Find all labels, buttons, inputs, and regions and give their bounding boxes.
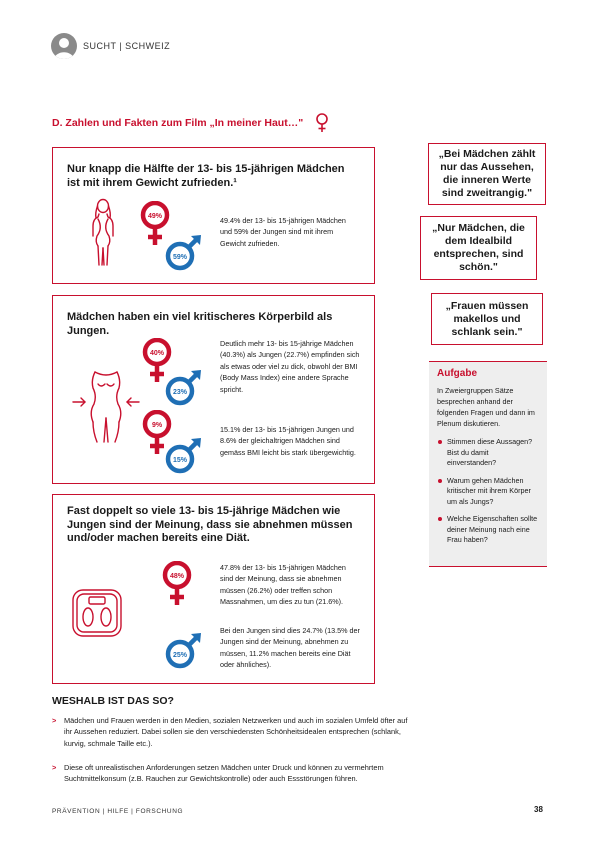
section-title-text: D. Zahlen und Fakten zum Film „In meiner Haut…" [52,117,304,129]
male-symbol-icon [165,233,205,271]
fact-text: 49.4% der 13- bis 15-jährigen Mädchen und 59% der Jungen sind mit ihrem Gewicht zufrieden. [220,216,346,248]
male-symbol-icon [165,436,205,474]
fact-box-diet [52,494,375,684]
quote-box [431,293,543,345]
boy-percentage: 15% [172,457,188,464]
list-item: Welche Eigenschaften sollte deiner Meinung nach eine Frau haben? [437,514,539,546]
logo-icon [51,33,77,59]
fact-box-weight [52,147,375,284]
fact-box-title: Nur knapp die Hälfte der 13- bis 15-jährigen Mädchen ist mit ihrem Gewicht zufrieden.¹ [67,163,345,189]
quote-text: „Nur Mädchen, die dem Idealbild entsprechen, sind schön." [432,222,525,273]
list-item: Warum gehen Mädchen kritischer mit ihrem Körper um als Jungs? [437,476,539,508]
quote-text: „Bei Mädchen zählt nur das Aussehen, die inneren Werte sind zweitrangig." [438,148,536,199]
girl-percentage: 49% [147,213,163,220]
female-symbol-icon [161,561,193,607]
arrow-icon: > [52,763,57,772]
why-item [52,762,412,785]
why-heading: WESHALB IST DAS SO? [52,695,174,707]
footer-text: PRÄVENTION | HILFE | FORSCHUNG [52,808,184,815]
quote-box [428,143,546,205]
header [51,31,170,61]
arrow-icon: > [52,716,57,725]
why-item [52,715,412,749]
girl-percentage: 9% [151,422,163,429]
org-name: SUCHT | SCHWEIZ [83,41,171,51]
fact-box-title: Mädchen haben ein viel kritischeres Körperbild als Jungen. [67,311,333,337]
girl-percentage: 40% [149,350,165,357]
why-text: Mädchen und Frauen werden in den Medien, sozialen Netzwerken und auch im sozialen Umfeld öfter auf ihr Aussehen reduziert. Dabei sollen sie den verschiedensten Schönheitsidealen entsprechen (schlank, kurvig, schmale Taille etc.). [64,716,408,748]
quote-text: „Frauen müssen makellos und schlank sein." [445,299,529,338]
boy-percentage: 59% [172,254,188,261]
why-text: Diese oft unrealistischen Anforderungen setzen Mädchen unter Druck und können zu vermehrtem Suchtmittelkonsum (z.B. Rauchen zur Gewichtskontrolle) oder auch Essstörungen führen. [64,763,384,784]
fact-text: 47.8% der 13- bis 15-jährigen Mädchen sind der Meinung, dass sie abnehmen müssen (26.2%) oder treffen schon Massnahmen, um dies zu tun (21.6%). [220,563,346,607]
body-squeeze-icon [71,366,141,446]
male-symbol-icon [165,368,205,406]
fact-box-bodyimage [52,295,375,484]
boy-percentage: 23% [172,389,188,396]
task-title: Aufgabe [437,368,477,379]
fact-box-title: Fast doppelt so viele 13- bis 15-jährige Mädchen wie Jungen sind der Meinung, dass sie abnehmen müssen und/oder machen bereits eine Diät. [67,505,353,544]
task-list [437,437,539,546]
fact-text: Bei den Jungen sind dies 24.7% (13.5% der Jungen sind der Meinung, abnehmen zu müssen, 11.2% machen bereits eine Diät oder ähnliches). [220,626,360,670]
venus-icon [315,113,329,133]
task-box [429,361,547,567]
quote-box [420,216,537,280]
section-title [52,113,329,133]
list-item: Stimmen diese Aussagen? Bist du damit einverstanden? [437,437,539,469]
male-symbol-icon [165,631,205,669]
girl-figure-icon [89,198,117,268]
girl-percentage: 48% [169,573,185,580]
fact-text: Deutlich mehr 13- bis 15-jährige Mädchen (40.3%) als Jungen (22.7%) empfinden sich als etwas oder viel zu dick, obwohl der BMI (Body Mass Index) eine andere Sprache spricht. [220,339,360,394]
task-intro: In Zweiergruppen Sätze besprechen anhand der folgenden Fragen und dann im Plenum diskutieren. [437,386,535,428]
scale-icon [71,588,123,638]
page-number: 38 [534,805,543,814]
fact-text: 15.1% der 13- bis 15-jährigen Jungen und 8.6% der gleichaltrigen Mädchen sind gemäss BMI leicht bis stark übergewichtig. [220,425,356,457]
boy-percentage: 25% [172,652,188,659]
